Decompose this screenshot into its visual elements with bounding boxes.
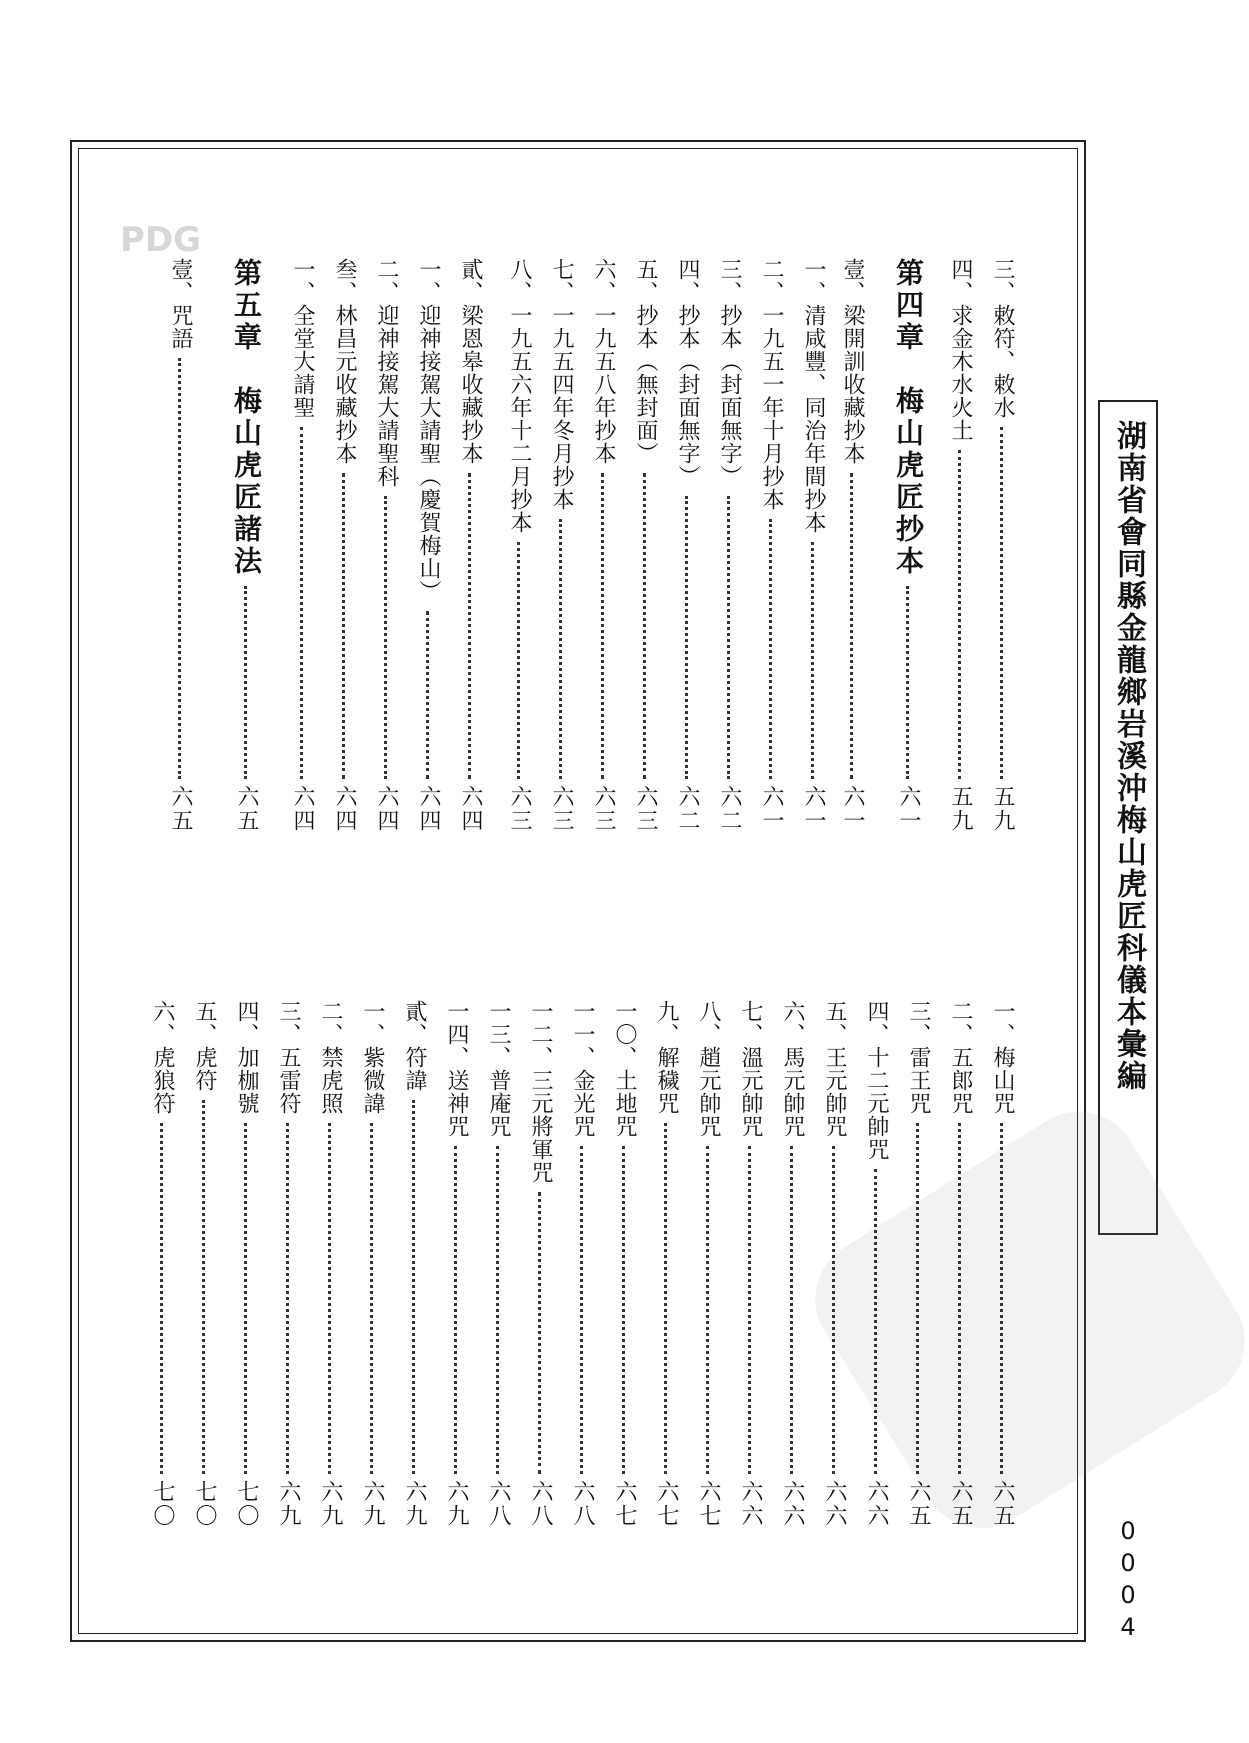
leader-dots <box>685 496 688 779</box>
leader-dots <box>244 586 247 779</box>
toc-entry-title: 一、梅山咒 <box>990 1000 1015 1115</box>
chapter-title: 第五章 梅山虎匠諸法 <box>230 258 263 578</box>
leader-dots <box>958 1123 961 1474</box>
toc-entry-page: 六九 <box>276 1480 301 1528</box>
toc-entry-title: 二、五郎咒 <box>948 1000 973 1115</box>
leader-dots <box>370 1123 373 1474</box>
toc-entry-title: 七、溫元帥咒 <box>738 1000 763 1138</box>
leader-dots <box>468 473 471 779</box>
toc-entry-title: 六、馬元帥咒 <box>780 1000 805 1138</box>
toc-entry-page: 六三 <box>591 785 616 833</box>
toc-entry-page: 六九 <box>402 1480 427 1528</box>
toc-entry-title: 二、迎神接駕大請聖科 <box>374 258 399 488</box>
toc-entry-title: 一一、金光咒 <box>570 1000 595 1138</box>
toc-entry-title: 一、清咸豐、同治年間抄本 <box>801 258 826 534</box>
leader-dots <box>426 611 429 779</box>
toc-entry-title: 九、解穢咒 <box>654 1000 679 1115</box>
toc-entry-title: 三、五雷符 <box>276 1000 301 1115</box>
toc-entry-page: 六六 <box>780 1480 805 1528</box>
leader-dots <box>384 496 387 779</box>
toc-entry-page: 六六 <box>822 1480 847 1528</box>
toc-entry-page: 六五 <box>168 785 193 833</box>
toc-entry-page: 六九 <box>318 1480 343 1528</box>
toc-entry-page: 六七 <box>612 1480 637 1528</box>
toc-entry-page: 六一 <box>896 785 921 833</box>
leader-dots <box>916 1123 919 1474</box>
toc-entry-page: 六四 <box>290 785 315 833</box>
toc-entry-page: 六一 <box>759 785 784 833</box>
leader-dots <box>643 473 646 779</box>
page-number-digit: 0 <box>1120 1581 1136 1609</box>
toc-entry-title: 四、抄本（封面無字） <box>675 258 700 488</box>
toc-entry-page: 六五 <box>234 785 259 833</box>
toc-entry-title: 一〇、土地咒 <box>612 1000 637 1138</box>
leader-dots <box>538 1192 541 1474</box>
leader-dots <box>811 542 814 779</box>
toc-entry-title: 叁、林昌元收藏抄本 <box>332 258 357 465</box>
toc-entry-title: 四、十二元帥咒 <box>864 1000 889 1161</box>
toc-entry-title: 一四、送神咒 <box>444 1000 469 1138</box>
toc-entry-title: 一、紫微諱 <box>360 1000 385 1115</box>
toc-entry-title: 五、抄本（無封面） <box>633 258 658 465</box>
toc-entry-page: 六一 <box>801 785 826 833</box>
toc-entry-title: 一三、普庵咒 <box>486 1000 511 1138</box>
toc-entry-page: 六五 <box>990 1480 1015 1528</box>
leader-dots <box>622 1146 625 1474</box>
toc-entry-page: 六二 <box>717 785 742 833</box>
toc-entry-page: 六二 <box>675 785 700 833</box>
page-number <box>1116 1515 1140 1643</box>
leader-dots <box>850 473 853 779</box>
toc-entry-title: 壹、咒語 <box>168 258 193 350</box>
page-number-digit: 4 <box>1120 1613 1136 1641</box>
toc-entry-page: 六四 <box>458 785 483 833</box>
toc-entry-page: 六六 <box>738 1480 763 1528</box>
leader-dots <box>664 1123 667 1474</box>
leader-dots <box>454 1146 457 1474</box>
toc-entry-page: 七〇 <box>192 1480 217 1528</box>
toc-entry-title: 八、趙元帥咒 <box>696 1000 721 1138</box>
page-number-digit: 0 <box>1120 1549 1136 1577</box>
leader-dots <box>342 473 345 779</box>
toc-entry-title: 一、全堂大請聖 <box>290 258 315 419</box>
leader-dots <box>202 1100 205 1474</box>
toc-entry-page: 六一 <box>840 785 865 833</box>
toc-entry-page: 六八 <box>528 1480 553 1528</box>
toc-entry-page: 六七 <box>654 1480 679 1528</box>
leader-dots <box>790 1146 793 1474</box>
toc-entry-title: 一、迎神接駕大請聖（慶賀梅山） <box>416 258 441 603</box>
leader-dots <box>160 1123 163 1474</box>
toc-entry-page: 六九 <box>360 1480 385 1528</box>
toc-entry-title: 二、禁虎照 <box>318 1000 343 1115</box>
toc-entry-page: 七〇 <box>150 1480 175 1528</box>
toc-entry-page: 六七 <box>696 1480 721 1528</box>
leader-dots <box>580 1146 583 1474</box>
leader-dots <box>769 519 772 779</box>
toc-entry-page: 六三 <box>549 785 574 833</box>
toc-entry-page: 七〇 <box>234 1480 259 1528</box>
toc-entry-page: 六五 <box>948 1480 973 1528</box>
toc-entry-title: 四、求金木水火土 <box>948 258 973 442</box>
page-number-digit: 0 <box>1120 1517 1136 1545</box>
toc-entry-title: 六、一九五八年抄本 <box>591 258 616 465</box>
leader-dots <box>496 1146 499 1474</box>
toc-entry-title: 五、虎符 <box>192 1000 217 1092</box>
book-title: 湖南省會同縣金龍鄉岩溪沖梅山虎匠科儀本彙編 <box>1111 420 1146 1092</box>
toc-entry-page: 六三 <box>633 785 658 833</box>
chapter-title: 第四章 梅山虎匠抄本 <box>892 258 925 578</box>
leader-dots <box>559 519 562 779</box>
toc-entry-page: 六四 <box>416 785 441 833</box>
book-title-box <box>1098 400 1158 1235</box>
toc-entry-page: 五九 <box>990 785 1015 833</box>
leader-dots <box>328 1123 331 1474</box>
leader-dots <box>958 450 961 779</box>
toc-entry-title: 五、王元帥咒 <box>822 1000 847 1138</box>
toc-entry-title: 二、一九五一年十月抄本 <box>759 258 784 511</box>
leader-dots <box>1000 427 1003 779</box>
leader-dots <box>748 1146 751 1474</box>
toc-entry-title: 三、敕符、敕水 <box>990 258 1015 419</box>
toc-entry-title: 六、虎狼符 <box>150 1000 175 1115</box>
toc-entry-page: 六三 <box>507 785 532 833</box>
leader-dots <box>1000 1123 1003 1474</box>
leader-dots <box>601 473 604 779</box>
leader-dots <box>286 1123 289 1474</box>
toc-entry-page: 六八 <box>570 1480 595 1528</box>
toc-entry-title: 一二、三元將軍咒 <box>528 1000 553 1184</box>
toc-entry-title: 四、加枷號 <box>234 1000 259 1115</box>
toc-entry-page: 六六 <box>864 1480 889 1528</box>
toc-entry-page: 六四 <box>374 785 399 833</box>
leader-dots <box>706 1146 709 1474</box>
toc-entry-title: 七、一九五四年冬月抄本 <box>549 258 574 511</box>
toc-entry-page: 五九 <box>948 785 973 833</box>
toc-entry-title: 貳、梁恩皋收藏抄本 <box>458 258 483 465</box>
toc-entry-title: 三、抄本（封面無字） <box>717 258 742 488</box>
toc-entry-title: 八、一九五六年十二月抄本 <box>507 258 532 534</box>
leader-dots <box>727 496 730 779</box>
leader-dots <box>517 542 520 779</box>
toc-entry-page: 六四 <box>332 785 357 833</box>
toc-entry-page: 六八 <box>486 1480 511 1528</box>
leader-dots <box>874 1169 877 1474</box>
watermark-text: PDG <box>120 220 202 260</box>
leader-dots <box>832 1146 835 1474</box>
leader-dots <box>412 1100 415 1474</box>
leader-dots <box>178 358 181 779</box>
leader-dots <box>906 586 909 779</box>
toc-entry-title: 貳、符諱 <box>402 1000 427 1092</box>
toc-entry-title: 三、雷王咒 <box>906 1000 931 1115</box>
leader-dots <box>300 427 303 779</box>
toc-entry-page: 六九 <box>444 1480 469 1528</box>
toc-entry-page: 六五 <box>906 1480 931 1528</box>
toc-entry-title: 壹、梁開訓收藏抄本 <box>840 258 865 465</box>
leader-dots <box>244 1123 247 1474</box>
